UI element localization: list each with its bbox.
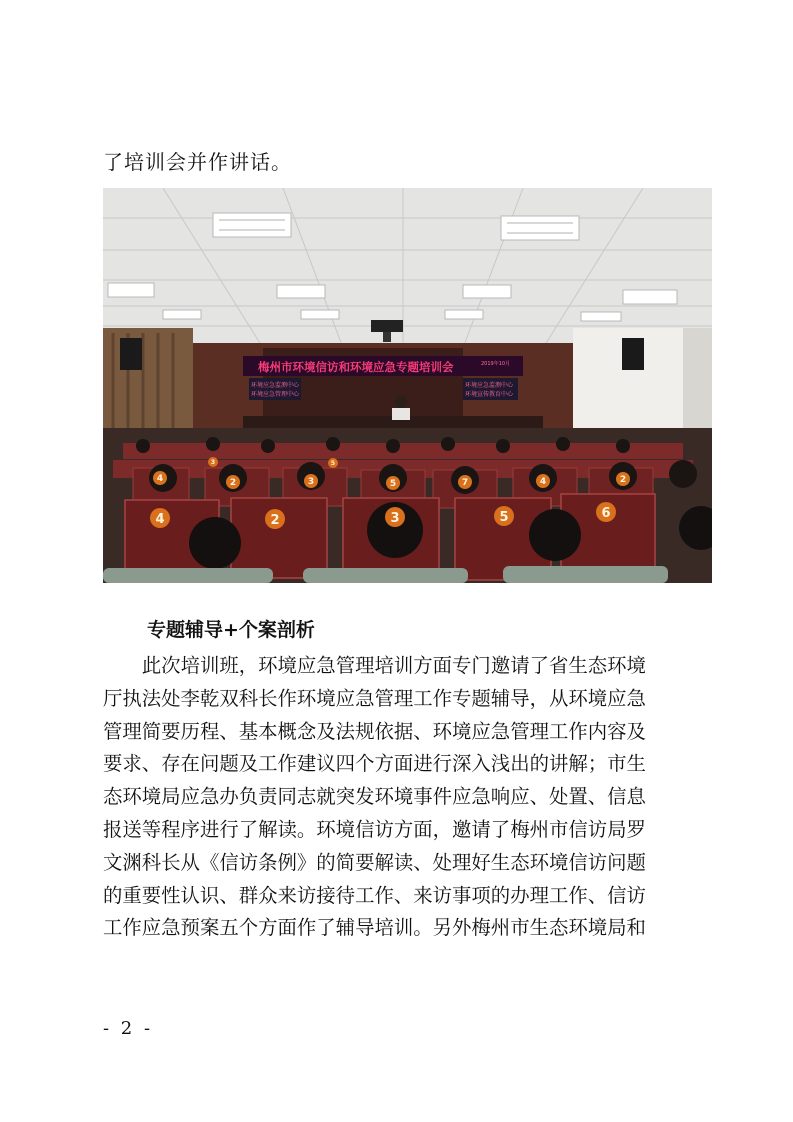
seat-number: 2 — [270, 513, 280, 528]
seat-number: 5 — [499, 510, 509, 525]
left-panel-line-1: 环境应急监测中心 — [251, 382, 300, 389]
paragraph-line: 的重要性认识、群众来访接待工作、来访事项的办理工作、信访 — [103, 883, 646, 907]
seat-number: 3 — [210, 459, 216, 466]
seat-number: 2 — [229, 478, 237, 488]
paragraph-line: 厅执法处李乾双科长作环境应急管理工作专题辅导，从环境应急 — [103, 686, 646, 710]
seat-number: 3 — [390, 511, 400, 526]
paragraph-line: 态环境局应急办负责同志就突发环境事件应急响应、处置、信息 — [103, 785, 646, 809]
paragraph-line: 要求、存在问题及工作建议四个方面进行深入浅出的讲解；市生 — [103, 752, 646, 776]
intro-line: 了培训会并作讲话。 — [103, 150, 292, 174]
right-panel-line-1: 环境应急监测中心 — [465, 382, 514, 389]
seat-number: 4 — [155, 512, 165, 527]
paragraph-line: 文渊科长从《信访条例》的简要解读、处理好生态环境信访问题 — [103, 850, 646, 874]
left-panel-line-2: 环境应急管理中心 — [251, 391, 300, 398]
seat-number: 5 — [389, 479, 397, 489]
seat-number: 3 — [307, 477, 315, 487]
seat-number: 4 — [539, 477, 547, 487]
paragraph-line: 此次培训班，环境应急管理培训方面专门邀请了省生态环境 — [141, 654, 646, 677]
seat-number: 5 — [330, 460, 336, 467]
training-meeting-photo — [103, 188, 712, 583]
seat-number: 4 — [156, 474, 164, 484]
section-heading: 专题辅导+个案剖析 — [147, 619, 315, 641]
paragraph-line: 报送等程序进行了解读。环境信访方面，邀请了梅州市信访局罗 — [103, 817, 646, 841]
paragraph-line: 管理简要历程、基本概念及法规依据、环境应急管理工作内容及 — [103, 719, 646, 743]
right-panel-line-2: 环境宣传教育中心 — [465, 391, 514, 398]
seat-number: 7 — [461, 478, 469, 488]
paragraph-line: 工作应急预案五个方面作了辅导培训。另外梅州市生态环境局和 — [103, 916, 646, 940]
page-number: - 2 - — [103, 1018, 154, 1039]
banner-date: 2019年10月 — [481, 361, 511, 367]
seat-number: 6 — [601, 506, 611, 521]
body-paragraph — [103, 650, 713, 945]
seat-number: 2 — [619, 475, 627, 485]
banner-title: 梅州市环境信访和环境应急专题培训会 — [258, 360, 454, 374]
